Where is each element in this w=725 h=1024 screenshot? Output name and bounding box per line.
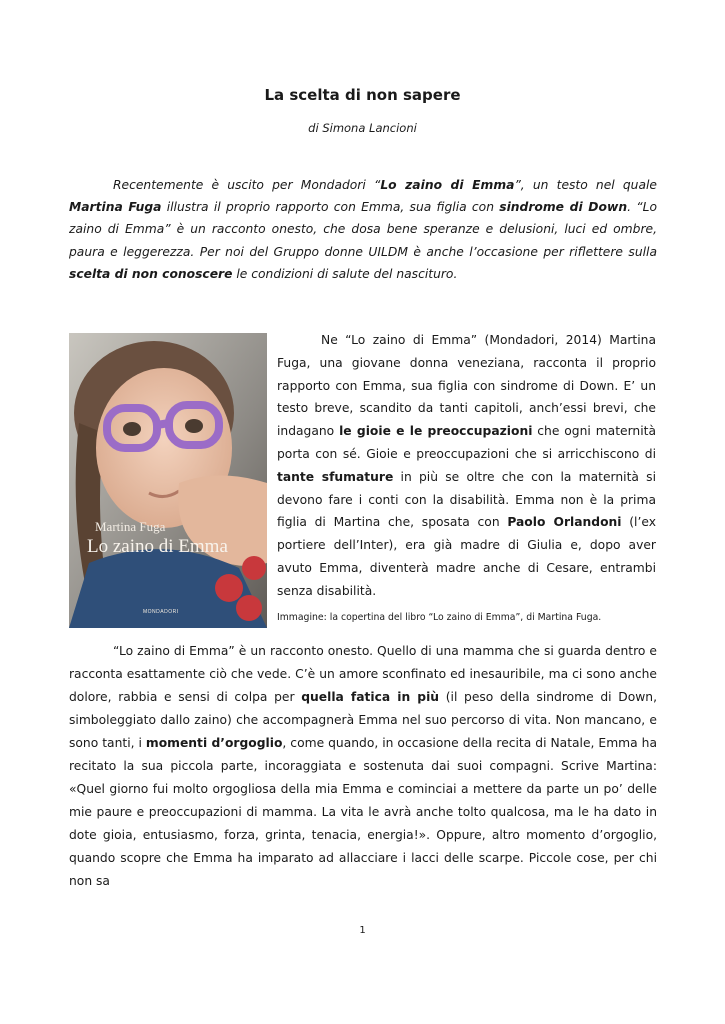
text-run: , come quando, in occasione della recita di Natale, Emma ha recitato la sua piccola parte, incoraggiata e sostenuta dai suoi compagni. Scrive Martina: «Quel giorno fui molto orgogliosa della mia Emma e cominciai a mettere da parte un po’ delle mie paure e preoccupazioni di mamma. La vita le avrà anche tolto qualcosa, ma le ha dato in dote gioia, entusiasmo, forza, grinta, tenacia, energia!». Oppure, altro momento d’orgoglio, quando scopre che Emma ha imparato ad allacciare i lacci delle scarpe. Piccole cose, per chi non sa bbox=[69, 736, 657, 888]
bold-phrase: le gioie e le preoccupazioni bbox=[339, 424, 533, 439]
text-run: Recentemente è uscito per Mondadori “ bbox=[113, 178, 381, 192]
article-author: di Simona Lancioni bbox=[308, 121, 417, 135]
text-run: illustra il proprio rapporto con Emma, sua figlia con bbox=[161, 200, 500, 215]
book-cover-illustration bbox=[69, 333, 267, 628]
text-run: (l’ex portiere dell’Inter), era già madre di Giulia e, dopo aver avuto Emma, diventerà madre anche di Cesare, entrambi senza disabilità. bbox=[277, 515, 656, 598]
book-cover-image bbox=[69, 333, 267, 628]
bold-phrase: Paolo Orlandoni bbox=[507, 515, 622, 530]
cover-title: Lo zaino di Emma bbox=[87, 536, 228, 557]
bold-phrase: scelta di non conoscere bbox=[69, 266, 233, 281]
bold-phrase: tante sfumature bbox=[277, 469, 394, 484]
body-paragraph bbox=[69, 640, 657, 893]
bold-phrase: momenti d’orgoglio bbox=[145, 736, 283, 750]
side-paragraph bbox=[277, 329, 656, 603]
text-run: che ogni maternità porta con sé. Gioie e preoccupazioni che si arricchiscono di bbox=[277, 424, 656, 461]
article-title: La scelta di non sapere bbox=[264, 86, 461, 104]
cover-author: Martina Fuga bbox=[95, 519, 166, 534]
text-run: in più se oltre che con la maternità si devono fare i conti con la disabilità. Emma non è la prima figlia di Martina che, sposata con bbox=[277, 469, 656, 530]
bold-phrase: quella fatica in più bbox=[301, 690, 440, 704]
text-run: “Lo zaino di Emma” è un racconto onesto. Quello di una mamma che si guarda dentro e racconta esattamente ciò che vede. C’è un amore sconfinato ed inesauribile, ma ci sono anche dolore, rabbia e sensi di colpa per bbox=[69, 644, 657, 704]
bold-phrase: Martina Fuga bbox=[69, 200, 162, 215]
text-run: ”, un testo nel quale bbox=[514, 178, 657, 192]
text-run: (il peso della sindrome di Down, simboleggiato dallo zaino) che accompagnerà Emma nel suo percorso di vita. Non mancano, e sono tanti, i bbox=[69, 690, 658, 750]
text-run: le condizioni di salute del nascituro. bbox=[232, 266, 458, 281]
text-run: . “Lo zaino di Emma” è un racconto onesto, che dosa bene speranze e delusioni, luci ed ombre, paura e leggerezza. Per noi del Gruppo donne UILDM è anche l’occasione per riflettere sulla bbox=[69, 200, 657, 259]
image-caption: Immagine: la copertina del libro “Lo zaino di Emma”, di Martina Fuga. bbox=[277, 612, 602, 623]
cover-publisher: MONDADORI bbox=[143, 609, 179, 615]
bold-phrase: sindrome di Down bbox=[499, 200, 628, 215]
bold-phrase: Lo zaino di Emma bbox=[380, 178, 515, 192]
intro-paragraph bbox=[69, 174, 657, 285]
text-run: Ne “Lo zaino di Emma” (Mondadori, 2014) Martina Fuga, una giovane donna veneziana, racconta il proprio rapporto con Emma, sua figlia con sindrome di Down. E’ un testo breve, scandito da tanti capitoli, anch’essi brevi, che indagano bbox=[277, 333, 656, 439]
page-number: 1 bbox=[359, 925, 366, 936]
